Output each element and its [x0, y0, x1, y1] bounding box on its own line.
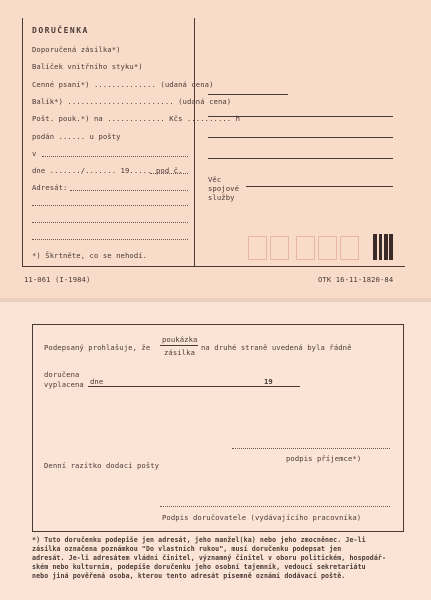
option-divider — [160, 345, 198, 346]
field-addressee: Adresát: — [32, 183, 68, 192]
field-submitted: podán ...... u pošty — [32, 132, 121, 141]
addressee-line-4 — [32, 239, 188, 240]
addressee-line-3 — [32, 222, 188, 223]
right-line-3 — [208, 137, 393, 138]
vec-label-2: spojové — [208, 184, 239, 193]
date-line — [88, 386, 300, 387]
deliverer-signature-line[interactable] — [160, 506, 390, 507]
top-footnote: *) Škrtněte, co se nehodí. — [32, 251, 148, 260]
field-registered-item: Doporučená zásilka*) — [32, 45, 121, 54]
number-line — [150, 173, 188, 174]
option-order: poukázka — [162, 335, 198, 344]
right-line-4 — [208, 158, 393, 159]
form-code-left: 11-061 (I-1984) — [24, 275, 91, 284]
form-code-right: OTK 16-11-1820-84 — [318, 275, 394, 284]
paid-label: vyplacena — [44, 380, 84, 389]
declaration-prefix: Podepsaný prohlašuje, že — [44, 343, 151, 352]
field-date-number: dne ......./....... 19..... pod č. — [32, 166, 183, 175]
code-box-3 — [296, 236, 315, 260]
declaration-suffix: na druhé straně uvedená byla řádně — [201, 343, 352, 352]
vec-line — [246, 186, 393, 187]
declaration-box — [32, 324, 404, 532]
code-box-2 — [270, 236, 289, 260]
barcode-mark — [373, 234, 393, 260]
form-title: DORUČENKA — [32, 26, 89, 35]
bottom-footnote-3: adresát. Je-li adresátem vládní činitel, významný činitel v oboru politickém, hospodář- — [32, 554, 387, 562]
top-frame-left — [22, 18, 23, 266]
right-line-1 — [208, 94, 288, 95]
bottom-footnote-1: *) Tuto doručenku podepiše jen adresát, jeho manžel(ka) nebo jeho zmocněnec. Je-li — [32, 536, 366, 544]
date-label: dne — [90, 377, 104, 386]
year-label: 19 — [264, 377, 273, 386]
top-frame-bottom — [22, 18, 405, 267]
field-postal-order: Pošt. pouk.*) na ............. Kčs .......... h — [32, 114, 241, 123]
field-domestic-parcel: Balíček vnitřního styku*) — [32, 62, 143, 71]
addressee-line-1 — [70, 190, 188, 191]
delivered-label: doručena — [44, 370, 80, 379]
code-box-4 — [318, 236, 337, 260]
bottom-footnote-4: ském nebo kulturním, podepíše doručenku jeho osobní tajemník, vedoucí sekretariátu — [32, 563, 366, 571]
code-box-1 — [248, 236, 267, 260]
recipient-signature-label: podpis příjemce*) — [286, 454, 362, 463]
deliverer-signature-label: Podpis doručovatele (vydávajícího pracovníka) — [162, 513, 362, 522]
bottom-footnote-2: zásilka označena poznámkou "Do vlastních rukou", musí doručenku podepsat jen — [32, 545, 342, 553]
vec-label-1: Věc — [208, 175, 222, 184]
field-parcel: Balík*) ........................ (udaná cena) — [32, 97, 232, 106]
addressee-line-2 — [32, 205, 188, 206]
option-item: zásilka — [164, 348, 195, 357]
top-frame-divider — [194, 18, 195, 266]
field-in: v — [32, 149, 37, 158]
right-line-2 — [208, 116, 393, 117]
in-line — [42, 156, 188, 157]
recipient-signature-line[interactable] — [232, 448, 390, 449]
code-box-5 — [340, 236, 359, 260]
field-valuable-letter: Cenné psaní*) .............. (udaná cena) — [32, 80, 214, 89]
bottom-footnote-5: nebo jiná pověřená osoba, kterou tento adresát písemně oznámí dodávací poště. — [32, 572, 346, 580]
stamp-label: Denní razítko dodací pošty — [44, 461, 160, 470]
vec-label-3: služby — [208, 193, 235, 202]
